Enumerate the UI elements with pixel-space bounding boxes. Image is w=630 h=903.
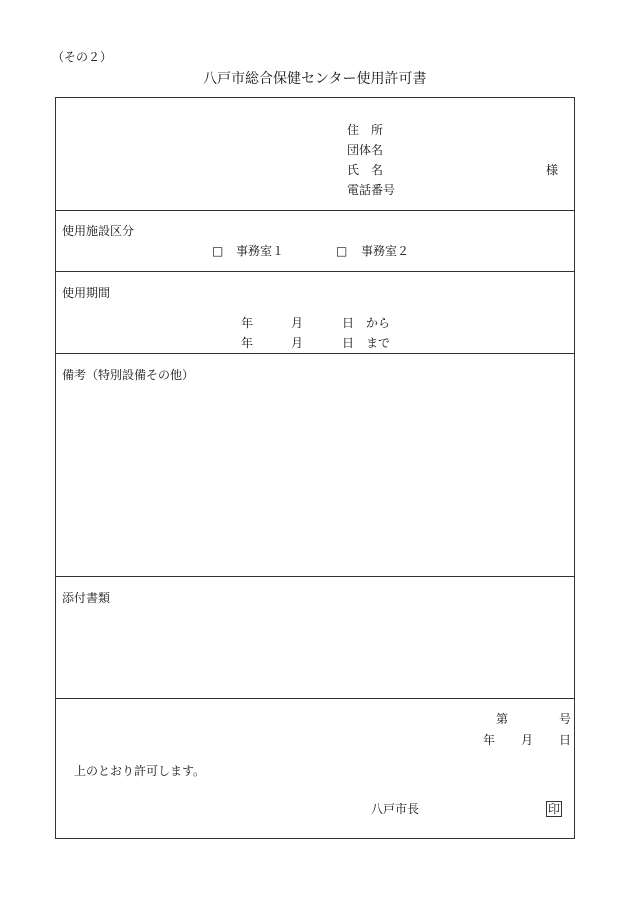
page-tag: （その２） bbox=[52, 50, 113, 64]
approval-month-label: 月 bbox=[521, 733, 534, 747]
seal-mark: 印 bbox=[548, 802, 561, 816]
start-year-label: 年 bbox=[241, 316, 254, 330]
remarks-label: 備考（特別設備その他） bbox=[62, 368, 195, 382]
divider-1 bbox=[56, 210, 574, 211]
phone-label: 電話番号 bbox=[347, 183, 396, 197]
honorific-label: 様 bbox=[546, 163, 559, 177]
end-day-label: 日 bbox=[342, 336, 355, 350]
name-label: 氏 名 bbox=[347, 163, 384, 177]
approval-year-label: 年 bbox=[483, 733, 496, 747]
period-label: 使用期間 bbox=[62, 286, 111, 300]
number-prefix: 第 bbox=[496, 712, 509, 726]
end-month-label: 月 bbox=[291, 336, 304, 350]
end-year-label: 年 bbox=[241, 336, 254, 350]
divider-4 bbox=[56, 576, 574, 577]
office-2-label: 事務室２ bbox=[361, 244, 410, 258]
page-title: 八戸市総合保健センター使用許可書 bbox=[203, 71, 427, 87]
group-name-label: 団体名 bbox=[347, 143, 384, 157]
permit-form bbox=[55, 97, 575, 839]
start-month-label: 月 bbox=[291, 316, 304, 330]
approval-day-label: 日 bbox=[559, 733, 572, 747]
address-label: 住 所 bbox=[347, 123, 384, 137]
office-1-label: 事務室１ bbox=[236, 244, 285, 258]
divider-3 bbox=[56, 353, 574, 354]
divider-5 bbox=[56, 698, 574, 699]
start-day-label: 日 bbox=[342, 316, 355, 330]
signer-title: 八戸市長 bbox=[371, 802, 420, 816]
attachments-label: 添付書類 bbox=[62, 591, 111, 605]
office-1-checkbox[interactable]: □ bbox=[212, 244, 224, 258]
end-suffix-label: まで bbox=[366, 336, 391, 350]
number-suffix: 号 bbox=[559, 712, 572, 726]
start-suffix-label: から bbox=[366, 316, 391, 330]
facility-label: 使用施設区分 bbox=[62, 224, 135, 238]
office-2-checkbox[interactable]: □ bbox=[336, 244, 348, 258]
approval-statement: 上のとおり許可します。 bbox=[74, 764, 206, 778]
divider-2 bbox=[56, 271, 574, 272]
